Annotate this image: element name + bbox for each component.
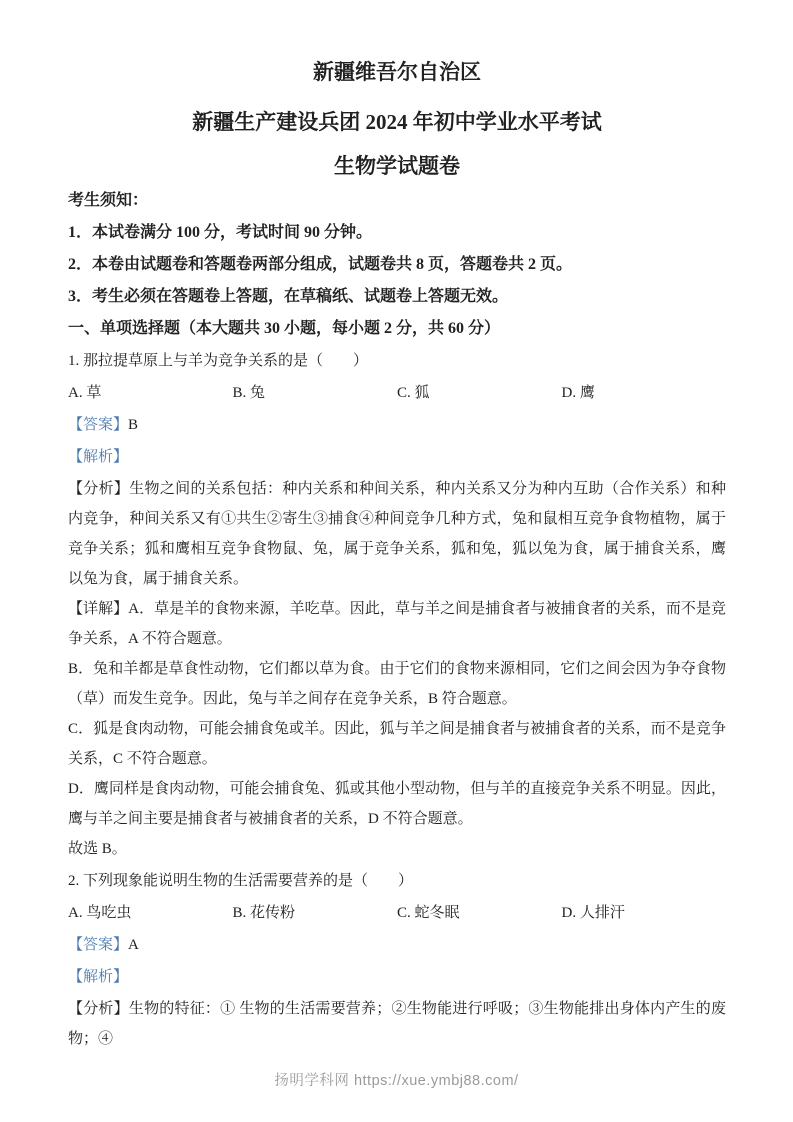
question-2-options xyxy=(68,898,726,928)
answer-label: 【答案】 xyxy=(68,417,129,433)
notice-item-3: 3．考生必须在答题卷上答题，在草稿纸、试题卷上答题无效。 xyxy=(68,288,509,305)
question-2-analysis-paragraph: 【分析】生物的特征：① 生物的生活需要营养；②生物能进行呼吸；③生物能排出身体内产生的废物；④ xyxy=(68,1001,726,1047)
question-1-option-a: A. 草 xyxy=(68,385,102,401)
question-2 xyxy=(68,866,726,1054)
answer-value: A xyxy=(128,937,139,953)
footer-site-text: 扬明学科网 https://xue.ymbj88.com/ xyxy=(274,1073,519,1089)
question-2-analysis-label: 【解析】 xyxy=(68,969,129,985)
notice-section xyxy=(68,186,726,312)
exam-region-title: 新疆维吾尔自治区 xyxy=(313,60,481,84)
notice-item-1: 1．本试卷满分 100 分，考试时间 90 分钟。 xyxy=(68,224,373,241)
exam-title-block xyxy=(68,60,726,178)
question-1-detail-d: D．鹰同样是食肉动物，可能会捕食兔、狐或其他小型动物，但与羊的直接竞争关系不明显。因此，鹰与羊之间主要是捕食者与被捕食者的关系，D 不符合题意。 xyxy=(68,781,726,827)
page-footer xyxy=(0,1069,793,1090)
question-1-option-c: C. 狐 xyxy=(397,385,430,401)
question-1-options xyxy=(68,378,726,408)
answer-label: 【答案】 xyxy=(68,937,129,953)
question-1-detail-c: C．狐是食肉动物，可能会捕食兔或羊。因此，狐与羊之间是捕食者与被捕食者的关系，而不是竞争关系，C 不符合题意。 xyxy=(68,721,726,767)
question-2-option-a: A. 鸟吃虫 xyxy=(68,905,132,921)
question-2-option-c: C. 蛇冬眠 xyxy=(397,905,460,921)
question-1-stem: 1. 那拉提草原上与羊为竞争关系的是（ ） xyxy=(68,353,369,369)
question-1-detail-b: B．兔和羊都是草食性动物，它们都以草为食。由于它们的食物来源相同，它们之间会因为争夺食物（草）而发生竞争。因此，兔与羊之间存在竞争关系，B 符合题意。 xyxy=(68,661,726,707)
question-1-answer-line xyxy=(68,410,726,440)
question-1 xyxy=(68,346,726,864)
exam-name-title: 新疆生产建设兵团 2024 年初中学业水平考试 xyxy=(192,110,602,134)
exam-subject-title: 生物学试题卷 xyxy=(334,154,460,178)
question-1-detail-a: 【详解】A．草是羊的食物来源，羊吃草。因此，草与羊之间是捕食者与被捕食者的关系，而不是竞争关系，A 不符合题意。 xyxy=(68,601,726,647)
question-1-conclusion: 故选 B。 xyxy=(68,841,127,857)
question-2-option-b: B. 花传粉 xyxy=(232,905,296,921)
question-1-analysis-paragraph: 【分析】生物之间的关系包括：种内关系和种间关系，种内关系又分为种内互助（合作关系）和种内竞争，种间关系又有①共生②寄生③捕食④种间竞争几种方式，兔和鼠相互竞争食物植物，属于竞争关系；狐和鹰相互竞争食物鼠、兔，属于竞争关系，狐和兔，狐以兔为食，属于捕食关系，鹰以兔为食，属于捕食关系。 xyxy=(68,481,726,587)
question-1-analysis-label: 【解析】 xyxy=(68,449,129,465)
question-1-option-d: D. 鹰 xyxy=(561,385,595,401)
notice-heading: 考生须知： xyxy=(68,192,149,209)
question-1-option-b: B. 兔 xyxy=(232,385,266,401)
notice-item-2: 2．本卷由试题卷和答题卷两部分组成，试题卷共 8 页，答题卷共 2 页。 xyxy=(68,256,573,273)
question-2-option-d: D. 人排汗 xyxy=(561,905,625,921)
question-2-stem: 2. 下列现象能说明生物的生活需要营养的是（ ） xyxy=(68,873,414,889)
question-2-answer-line xyxy=(68,930,726,960)
answer-value: B xyxy=(128,417,139,433)
section-heading: 一、单项选择题（本大题共 30 小题，每小题 2 分，共 60 分） xyxy=(68,320,501,337)
